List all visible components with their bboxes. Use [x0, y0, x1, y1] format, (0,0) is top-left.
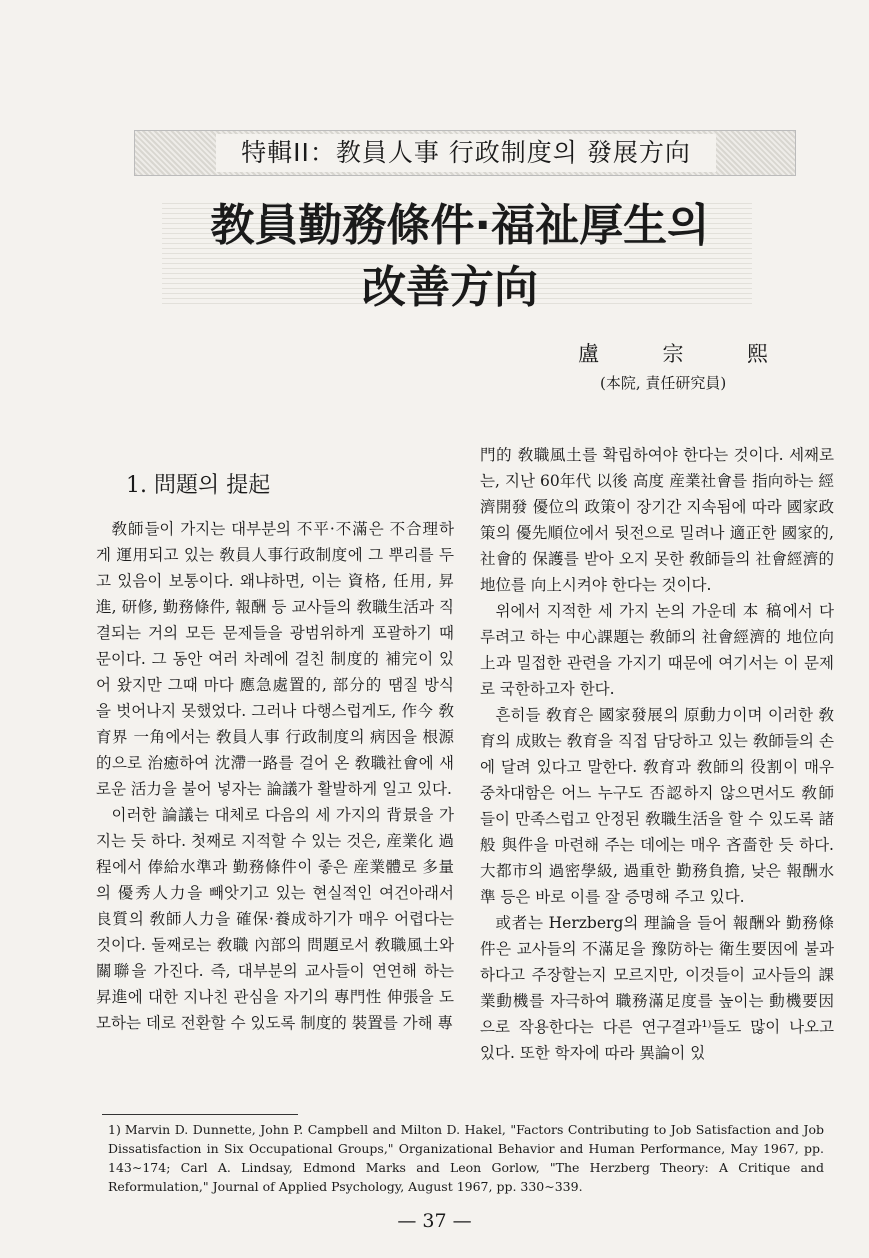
footnote-divider [102, 1114, 298, 1115]
author-affiliation: (本院, 責任研究員) [600, 374, 727, 392]
paragraph: 敎師들이 가지는 대부분의 不平·不滿은 不合理하게 運用되고 있는 敎員人事行政制度에 그 뿌리를 두고 있음이 보통이다. 왜냐하면, 이는 資格, 任用, 昇進, 研修, 勤務條件, 報酬 등 교사들의 敎職生活과 직결되는 거의 모든 문제들을 광범위하게 포괄하기 때문이다. 그 동안 여러 차례에 걸친 制度的 補完이 있어 왔지만 그때 마다 應急處置的, 部分的 땜질 방식을 벗어나지 못했었다. 그러나 다행스럽게도, 作今 敎育界 一角에서는 敎員人事 行政制度의 病因을 根源的으로 治癒하여 沈滯一路를 걸어 온 敎職社會에 새로운 活力을 불어 넣자는 論議가 활발하게 일고 있다. [96, 520, 454, 798]
paragraph: 或者는 Herzberg의 理論을 들어 報酬와 勤務條件은 교사들의 不滿足을 豫防하는 衛生要因에 불과하다고 주장할는지 모르지만, 이것들이 교사들의 課業動機를 자극하여 職務滿足度를 높이는 動機要因으로 작용한다는 다른 연구결과¹⁾들도 많이 나오고 있다. 또한 학자에 따라 異論이 있 [480, 914, 834, 1062]
footnote-number: 1) [108, 1122, 121, 1137]
right-column [480, 442, 834, 1100]
footnote-text: Marvin D. Dunnette, John P. Campbell and Milton D. Hakel, "Factors Contributing to Job Satisfaction and Job Dissatisfaction in Six Occupational Groups," Organizational Behavior and Human Performance, May 1967, pp. 143∼174; Carl A. Lindsay, Edmond Marks and Leon Gorlow, "The Herzberg Theory: A Critique and Reformulation," Journal of Applied Psychology, August 1967, pp. 330∼339. [108, 1122, 824, 1194]
author-name [578, 338, 768, 368]
paragraph: 위에서 지적한 세 가지 논의 가운데 本 稿에서 다루려고 하는 中心課題는 敎師의 社會經濟的 地位向上과 밀접한 관련을 가지기 때문에 여기서는 이 문제로 국한하고자 한다. [480, 602, 834, 698]
special-issue-banner: 特輯II：教員人事 行政制度의 發展方向 [216, 134, 716, 172]
author-name-char: 盧 [578, 342, 599, 366]
section-heading: 1. 問題의 提起 [126, 473, 271, 498]
left-column [96, 516, 454, 1096]
article-title-line-1: 教員勤務條件·福祉厚生의 [210, 200, 710, 251]
article-title-line-2: 改善方向 [362, 262, 538, 313]
paragraph: 흔히들 敎育은 國家發展의 原動力이며 이러한 敎育의 成敗는 敎育을 직접 담당하고 있는 敎師들의 손에 달려 있다고 말한다. 敎育과 敎師의 役割이 매우 중차대함은 어느 누구도 否認하지 않으면서도 敎師들이 만족스럽고 안정된 敎職生活을 할 수 있도록 諸般 與件을 마련해 주는 데에는 매우 吝嗇한 듯 하다. 大都市의 過密學級, 過重한 勤務負擔, 낮은 報酬水準 등은 바로 이를 잘 증명해 주고 있다. [480, 706, 834, 906]
paragraph: 門的 敎職風土를 확립하여야 한다는 것이다. 세째로는, 지난 60年代 以後 高度 産業社會를 指向하는 經濟開發 優位의 政策이 장기간 지속됨에 따라 國家政策의 優先順位에서 뒷전으로 밀려나 適正한 國家的, 社會的 保護를 받아 오지 못한 敎師들의 社會經濟的 地位를 向上시켜야 한다는 것이다. [480, 446, 834, 594]
footnote [108, 1120, 824, 1196]
page-number: — 37 — [397, 1210, 472, 1232]
author-name-char: 宗 [662, 342, 684, 366]
author-name-char: 熙 [747, 342, 768, 366]
paragraph: 이러한 論議는 대체로 다음의 세 가지의 背景을 가지는 듯 하다. 첫째로 지적할 수 있는 것은, 産業化 過程에서 俸給水準과 勤務條件이 좋은 産業體로 多量의 優秀人力을 빼앗기고 있는 현실적인 여건아래서 良質의 敎師人力을 確保·養成하기가 매우 어렵다는 것이다. 둘째로는 敎職 內部의 問題로서 敎職風土와 關聯을 가진다. 즉, 대부분의 교사들이 연연해 하는 昇進에 대한 지나친 관심을 자기의 專門性 伸張을 도모하는 데로 전환할 수 있도록 制度的 裝置를 가해 專 [96, 806, 454, 1032]
